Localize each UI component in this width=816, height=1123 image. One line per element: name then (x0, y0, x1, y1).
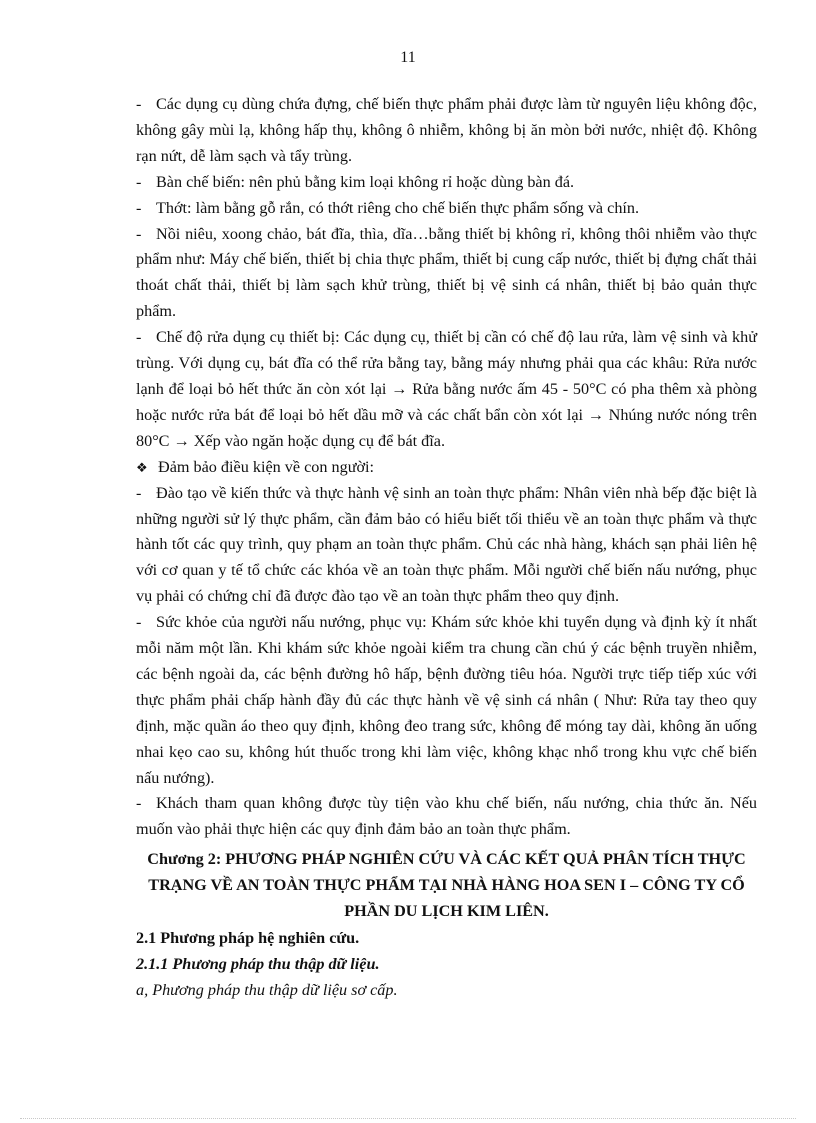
dash-bullet: - (136, 483, 142, 502)
dash-bullet: - (136, 794, 142, 813)
paragraph-cookware: - Nồi niêu, xoong chảo, bát đĩa, thìa, dĩa…bằng thiết bị không rỉ, không thôi nhiễm vào thực phẩm như: Máy chế biến, thiết bị chia thực phẩm, thiết bị cung cấp nước, thiết bị đựng chất thải thoát chất thải, thiết bị làm sạch khử trùng, thiết bị vệ sinh cá nhân, thiết bị bảo quản thực phẩm. (136, 222, 757, 326)
paragraph-visitors: - Khách tham quan không được tùy tiện vào khu chế biến, nấu nướng, chia thức ăn. Nếu muốn vào phải thực hiện các quy định đảm bảo an toàn thực phẩm. (136, 791, 757, 843)
page-number: 11 (400, 49, 416, 66)
document-body (136, 92, 757, 1004)
chapter-title: Chương 2: PHƯƠNG PHÁP NGHIÊN CỨU VÀ CÁC KẾT QUẢ PHÂN TÍCH THỰC TRẠNG VỀ AN TOÀN THỰC PHẨM TẠI NHÀ HÀNG HOA SEN I – CÔNG TY CỔ PHẦN DU LỊCH KIM LIÊN. (147, 850, 746, 921)
diamond-bullet-icon: ❖ (136, 459, 148, 475)
paragraph-prep-table: - Bàn chế biến: nên phủ bằng kim loại không rỉ hoặc dùng bàn đá. (136, 170, 757, 196)
dash-bullet: - (136, 613, 142, 632)
paragraph-washing: - Chế độ rửa dụng cụ thiết bị: Các dụng cụ, thiết bị cần có chế độ lau rửa, làm vệ sinh và khử trùng. Với dụng cụ, bát đĩa có thể rửa bằng tay, bằng máy nhưng phải qua các khâu: Rửa nước lạnh để loại bỏ hết thức ăn còn xót lại → Rửa bằng nước ấm 45 - 50°C có pha thêm xà phòng hoặc nước rửa bát để loại bỏ hết dầu mỡ và các chất bẩn còn xót lại → Nhúng nước nóng trên 80°C → Xếp vào ngăn hoặc dụng cụ để bát đĩa. (136, 325, 757, 455)
paragraph-training: - Đào tạo về kiến thức và thực hành vệ sinh an toàn thực phẩm: Nhân viên nhà bếp đặc biệt là những người sử lý thực phẩm, cần đảm bảo có hiểu biết tối thiểu về an toàn thực phẩm và thực hành tốt các quy trình, quy phạm an toàn thực phẩm. Chủ các nhà hàng, khách sạn phải liên hệ với cơ quan y tế tổ chức các khóa về an toàn thực phẩm. Mỗi người chế biến nấu nướng, phục vụ phải có chứng chỉ đã được đào tạo về an toàn thực phẩm theo quy định. (136, 481, 757, 611)
paragraph-health: - Sức khỏe của người nấu nướng, phục vụ: Khám sức khỏe khi tuyển dụng và định kỳ ít nhất mỗi năm một lần. Khi khám sức khỏe ngoài kiểm tra chung cần chú ý các bệnh truyền nhiễm, các bệnh ngoài da, các bệnh đường hô hấp, bệnh đường tiêu hóa. Người trực tiếp tiếp xúc với thực phẩm phải chấp hành đầy đủ các thực hành về vệ sinh cá nhân ( Như: Rửa tay theo quy định, mặc quần áo theo quy định, không đeo trang sức, không để móng tay dài, không ăn uống nhai kẹo cao su, không hút thuốc trong khi làm việc, không khạc nhổ trong khu vực chế biến nấu nướng). (136, 610, 757, 791)
section-heading-2-1: 2.1 Phương pháp hệ nghiên cứu. (136, 929, 360, 948)
dash-bullet: - (136, 198, 142, 217)
dash-bullet: - (136, 172, 142, 191)
subheading-a: a, Phương pháp thu thập dữ liệu sơ cấp. (136, 981, 398, 1000)
dash-bullet: - (136, 95, 142, 113)
paragraph-cutting-board: - Thớt: làm bằng gỗ rắn, có thớt riêng cho chế biến thực phẩm sống và chín. (136, 196, 757, 222)
subsection-heading: ❖ Đảm bảo điều kiện về con người: (136, 455, 757, 481)
paragraph-utensils: - Các dụng cụ dùng chứa đựng, chế biến thực phẩm phải được làm từ nguyên liệu không độc, không gây mùi lạ, không hấp thụ, không ô nhiễm, không bị ăn mòn bởi nước, nhiệt độ. Không rạn nứt, dễ làm sạch và tẩy trùng. (136, 92, 757, 170)
dash-bullet: - (136, 328, 142, 347)
dash-bullet: - (136, 224, 142, 243)
page-bottom-border (20, 1118, 796, 1119)
section-heading-2-1-1: 2.1.1 Phương pháp thu thập dữ liệu. (136, 955, 380, 974)
